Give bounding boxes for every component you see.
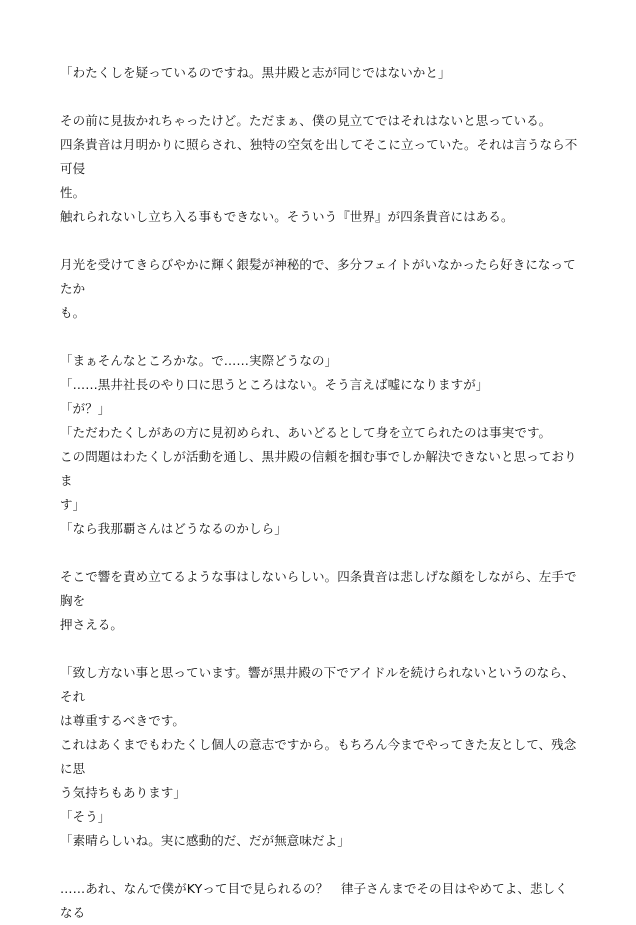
text-line: 押さえる。 bbox=[60, 617, 124, 632]
blank-line bbox=[60, 637, 580, 661]
text-line: 触れられないし立ち入る事もできない。そういう『世界』が四条貴音にはある。 bbox=[60, 209, 514, 224]
blank-line bbox=[60, 325, 580, 349]
text-line: そこで響を責め立てるような事はしないらしい。四条貴音は悲しげな顔をしながら、左手で胸を bbox=[60, 569, 577, 608]
text-line: ……あれ、なんで僕がKYって目で見られるの？ 律子さんまでその目はやめてよ、悲しくなる bbox=[60, 881, 568, 920]
text-line: す」 bbox=[60, 497, 86, 512]
text-line: この問題はわたくしが活動を通し、黒井殿の信頼を掴む事でしか解決できないと思っておりま bbox=[60, 449, 577, 488]
text-line: 四条貴音は月明かりに照らされ、独特の空気を出してそこに立っていた。それは言うなら不可侵 bbox=[60, 137, 578, 176]
text-line: 「そう」 bbox=[60, 809, 111, 824]
blank-line bbox=[60, 229, 580, 253]
text-line: は尊重するべきです。 bbox=[60, 713, 186, 728]
body-text bbox=[60, 61, 580, 925]
text-line: 「……黒井社長のやり口に思うところはない。そう言えば嘘になりますが」 bbox=[60, 377, 489, 392]
text-line: う気持ちもあります」 bbox=[60, 785, 187, 800]
text-line: 性。 bbox=[60, 185, 86, 200]
text-line: 月光を受けてきらびやかに輝く銀髪が神秘的で、多分フェイトがいなかったら好きになってたか bbox=[60, 257, 576, 296]
text-line: その前に見抜かれちゃったけど。ただまぁ、僕の見立てではそれはないと思っている。 bbox=[60, 113, 552, 128]
text-line: 「ただわたくしがあの方に見初められ、あいどるとして身を立てられたのは事実です。 bbox=[60, 425, 552, 440]
text-line: 「素晴らしいね。実に感動的だ、だが無意味だよ」 bbox=[60, 833, 350, 848]
text-line: 「なら我那覇さんはどうなるのかしら」 bbox=[60, 521, 287, 536]
blank-line bbox=[60, 85, 580, 109]
blank-line bbox=[60, 541, 580, 565]
blank-line bbox=[60, 853, 580, 877]
text-line: これはあくまでもわたくし個人の意志ですから。もちろん今までやってきた友として、残念に思 bbox=[60, 737, 577, 776]
text-line: も。 bbox=[60, 305, 86, 320]
text-line: 「わたくしを疑っているのですね。黒井殿と志が同じではないかと」 bbox=[60, 65, 451, 80]
text-line: 「まぁそんなところかな。で……実際どうなの」 bbox=[60, 353, 338, 368]
text-line: 「が？」 bbox=[60, 401, 111, 416]
text-line: 「致し方ない事と思っています。響が黒井殿の下でアイドルを続けられないというのなら、それ bbox=[60, 665, 575, 704]
